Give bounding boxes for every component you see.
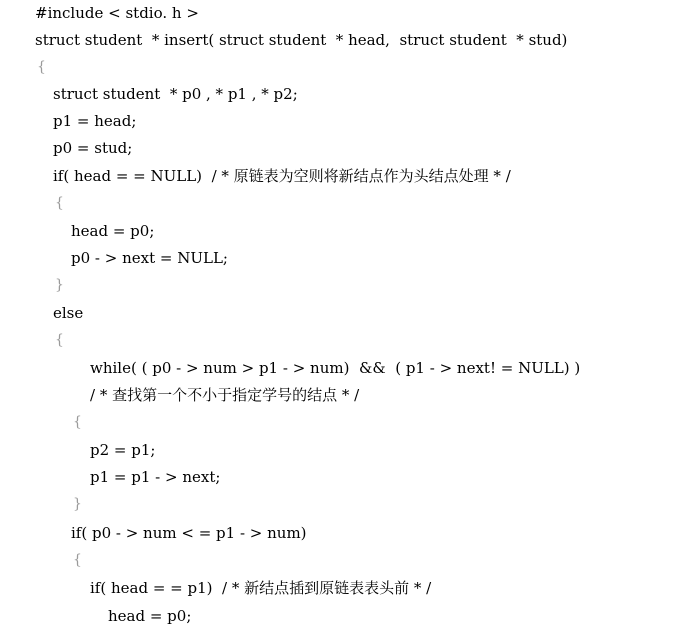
code-line-open-brace: { xyxy=(55,332,64,348)
code-line-function-signature: struct student * insert( struct student * head, struct student * stud) xyxy=(35,31,568,49)
code-line-p2-assign: p2 = p1; xyxy=(90,441,156,459)
code-line-while-comment: / * 查找第一个不小于指定学号的结点 * / xyxy=(90,386,360,404)
code-line-while: while( ( p0 - > num > p1 - > num) && ( p1 - > next! = NULL) ) xyxy=(90,359,581,377)
code-line-open-brace: { xyxy=(55,195,64,211)
code-line-close-brace: } xyxy=(73,496,82,512)
code-line-if-empty: if( head = = NULL) / * 原链表为空则将新结点作为头结点处理 * / xyxy=(53,167,511,185)
code-line-p1-advance: p1 = p1 - > next; xyxy=(90,468,221,486)
code-line-open-brace: { xyxy=(73,414,82,430)
code-line-declaration: struct student * p0 , * p1 , * p2; xyxy=(53,85,298,103)
code-line-close-brace: } xyxy=(55,277,64,293)
code-line-head-p0: head = p0; xyxy=(108,607,192,625)
code-line-else: else xyxy=(53,304,84,322)
code-line-assign-p1: p1 = head; xyxy=(53,112,137,130)
code-line-if-compare: if( p0 - > num < = p1 - > num) xyxy=(71,524,307,542)
code-line-open-brace: { xyxy=(73,552,82,568)
code-line-head-assign: head = p0; xyxy=(71,222,155,240)
code-line-next-null: p0 - > next = NULL; xyxy=(71,249,228,267)
code-line-if-head: if( head = = p1) / * 新结点插到原链表表头前 * / xyxy=(90,579,432,597)
code-line-include: #include < stdio. h > xyxy=(35,4,199,22)
code-line-assign-p0: p0 = stud; xyxy=(53,139,133,157)
code-line-open-brace: { xyxy=(37,59,46,75)
